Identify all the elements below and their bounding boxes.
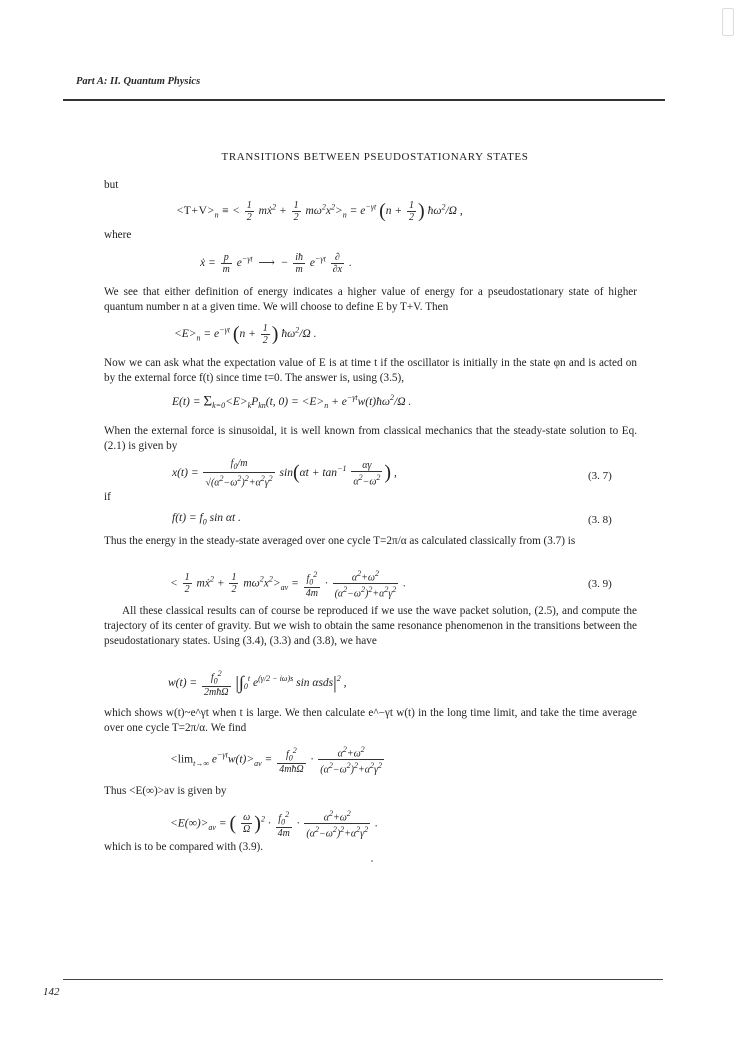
equation-number-3-9: (3. 9) xyxy=(588,578,612,590)
equation-long-time-average: $<\lim_{t\to\infty}$ $e^{-\gamma t}w(t)>_{av}$ = $\frac{f_0^2}{\text{4mħΩ}}$ · $\frac{\alpha^2+\omega^2}{(\alpha^2-\omega^2)^2+\alpha^2\gamma^2}$ xyxy=(170,745,382,776)
section-title: TRANSITIONS BETWEEN PSEUDOSTATIONARY STATES xyxy=(221,151,529,163)
scan-margin-mark xyxy=(722,8,734,36)
equation-3-8: $f(t) = f_0$ sin αt . xyxy=(172,512,241,527)
running-head: Part A: II. Quantum Physics xyxy=(76,76,201,87)
paragraph-classical-results: All these classical results can of course be reproduced if we use the wave packet solution, (2.5), and compute the trajectory of its center of gravity. But we wish to obtain the same resonance phenomenon in the transitions between the pseudostationary states. Using (3.4), (3.3) and (3.8), we have xyxy=(104,605,637,647)
equation-number-3-8: (3. 8) xyxy=(588,514,612,526)
paragraph-long-time-limit: which shows w(t)~e^γt when t is large. We then calculate e^−γt w(t) in the long time limit, and take the time average over one cycle T=2π/α. We find xyxy=(104,707,637,734)
footer-rule xyxy=(63,979,663,980)
scan-speck xyxy=(371,860,373,862)
equation-transition-weight: w(t) = $\frac{f_0^2}{\text{2mħΩ}}$ $|\int_0^t$ $e^{(\gamma/2 - i\omega)s}$ $\sin \alpha sds|^2$ , xyxy=(168,669,347,699)
paragraph-expectation-question: Now we can ask what the expectation value of E is at time t if the oscillator is initially in the state φn and is acted on by the external force f(t) since time t=0. The answer is, using (3.5), xyxy=(104,357,637,384)
page-number: 142 xyxy=(43,986,60,998)
equation-3-7: x(t) = $\frac{f_0/m}{√(\alpha^2-\omega^2)^2+\alpha^2\gamma^2}$ $\sin(\alpha t + \tan^{-1}$ $\frac{\alpha\gamma}{\alpha^2-\omega^2}$ ) , xyxy=(172,458,397,489)
equation-energy-expectation: $<E>_n = e^{-\gamma t}$ (n + $\frac{1}{2}$ ) $ħ\omega^2/\Omega$ . xyxy=(174,323,317,346)
header-rule xyxy=(63,99,665,101)
paragraph-energy-definition: We see that either definition of energy indicates a higher value of energy for a pseudostationary state of higher quantum number n at a given time. We will choose to define E by T+V. Then xyxy=(104,286,637,313)
equation-velocity-operator: ẋ = $\frac{p}{m}$ $e^{-\gamma t}$ ⟶ − $\frac{iħ}{m}$ $e^{-\gamma t}$ $\frac{\partial}{\partial x}$ . xyxy=(200,252,352,275)
label-if: if xyxy=(104,491,111,503)
label-but: but xyxy=(104,179,119,191)
paragraph-sinusoidal-force: When the external force is sinusoidal, it is well known from classical mechanics that the steady-state solution to Eq. (2.1) is given by xyxy=(104,425,637,452)
equation-kinetic-potential: $<T+V>_n$ ≡ < $\frac{1}{2}$ mẋ$^2$ + $\frac{1}{2}$ $m\omega^2x^2>_n = e^{-\gamma t}$ (n + $\frac{1}{2}$ ) $ħ\omega^2/\Omega$ , xyxy=(176,200,463,223)
equation-energy-time: $E(t) = \Sigma_{k=0}<E>_kP_{kn}(t$, $0) = <E>_n$ + $e^{-\gamma t}w(t)ħ\omega^2/\Omega$ . xyxy=(172,393,412,411)
label-where: where xyxy=(104,229,132,241)
paragraph-compare: which is to be compared with (3.9). xyxy=(104,841,264,853)
paragraph-e-infinity: Thus <E(∞)>av is given by xyxy=(104,785,227,797)
equation-number-3-7: (3. 7) xyxy=(588,470,612,482)
equation-3-9: < $\frac{1}{2}$ mẋ$^2$ + $\frac{1}{2}$ $m\omega^2x^2>_{av}$ = $\frac{f_0^2}{4m}$ · $\frac{\alpha^2+\omega^2}{(\alpha^2-\omega^2)^2+\alpha^2\gamma^2}$ . xyxy=(170,569,407,600)
equation-energy-infinity: $<E(\infty)>_{av}$ = ( $\frac{\omega}{\Omega}$ )$^2$ · $\frac{f_0^2}{4m}$ · $\frac{\alpha^2+\omega^2}{(\alpha^2-\omega^2)^2+\alpha^2\gamma^2}$ . xyxy=(170,809,378,840)
paragraph-steady-state-energy: Thus the energy in the steady-state averaged over one cycle T=2π/α as calculated classically from (3.7) is xyxy=(104,535,576,547)
